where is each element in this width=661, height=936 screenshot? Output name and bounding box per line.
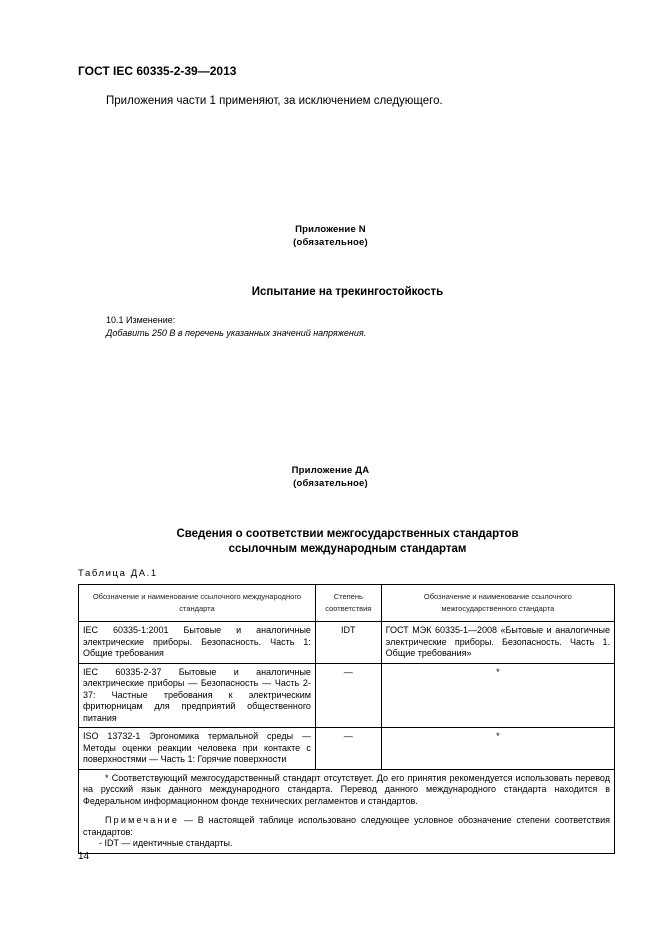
cell-interstate: * bbox=[381, 728, 614, 770]
annex-n-title: Испытание на трекингостойкость bbox=[251, 286, 444, 298]
table-caption: Таблица ДА.1 bbox=[78, 568, 158, 579]
annex-da-title bbox=[0, 527, 661, 557]
cell-intl: IEC 60335-1:2001 Бытовые и аналогичные электрические приборы. Безопасность. Часть 1: Общие требования bbox=[79, 622, 316, 664]
annex-da-title-line1: Сведения о соответствии межгосударственных стандартов bbox=[176, 528, 519, 540]
table-header-row bbox=[79, 585, 615, 622]
table-row bbox=[79, 663, 615, 728]
annex-n-change bbox=[106, 314, 366, 340]
annex-n-status: (обязательное) bbox=[293, 237, 368, 248]
standard-code-header: ГОСТ IEC 60335-2-39—2013 bbox=[78, 64, 237, 78]
table-footnote-cell bbox=[79, 769, 615, 853]
header-degree: Степень соответствия bbox=[315, 585, 381, 622]
header-intl-standard: Обозначение и наименование ссылочного международного стандарта bbox=[79, 585, 316, 622]
table-note bbox=[83, 815, 610, 838]
table-footnote-row bbox=[79, 769, 615, 853]
annex-da-title-line2: ссылочным международным стандартам bbox=[228, 543, 467, 555]
cell-intl: ISO 13732-1 Эргономика термальной среды — Методы оценки реакции человека при контакте с поверхностями — Часть 1: Горячие поверхности bbox=[79, 728, 316, 770]
page-number: 14 bbox=[78, 851, 90, 862]
note-label: Примечание bbox=[105, 815, 180, 825]
table-row bbox=[79, 622, 615, 664]
annex-da-status: (обязательное) bbox=[293, 478, 368, 489]
cell-degree: — bbox=[315, 728, 381, 770]
note-text: — В настоящей таблице использовано следующее условное обозначение степени соответствия стандартов: bbox=[83, 815, 610, 837]
annex-n-label: Приложение N bbox=[295, 224, 366, 235]
annex-da-label: Приложение ДА bbox=[291, 465, 370, 476]
intro-paragraph: Приложения части 1 применяют, за исключением следующего. bbox=[106, 95, 443, 107]
cell-interstate: ГОСТ МЭК 60335-1—2008 «Бытовые и аналогичные электрические приборы. Безопасность. Часть 1. Общие требования» bbox=[381, 622, 614, 664]
correspondence-table bbox=[78, 584, 615, 854]
annex-n-clause: 10.1 Изменение: bbox=[106, 315, 176, 325]
note-item: - IDT — идентичные стандарты. bbox=[99, 838, 233, 848]
cell-degree: — bbox=[315, 663, 381, 728]
table-row bbox=[79, 728, 615, 770]
cell-intl: IEC 60335-2-37 Бытовые и аналогичные электрические приборы — Безопасность — Часть 2-37: Частные требования к электрическим фритюрницам для предприятий общественного питания bbox=[79, 663, 316, 728]
annex-n-instruction: Добавить 250 В в перечень указанных значений напряжения. bbox=[106, 328, 367, 338]
cell-degree: IDT bbox=[315, 622, 381, 664]
footnote-text: * Соответствующий межгосударственный стандарт отсутствует. До его принятия рекомендуется использовать перевод на русский язык данного международного стандарта. Перевод данного международного стандарта находится в Федеральном информационном фонде технических регламентов и стандартов. bbox=[83, 772, 610, 806]
annex-n-heading bbox=[0, 223, 661, 249]
cell-interstate: * bbox=[381, 663, 614, 728]
header-interstate-standard: Обозначение и наименование ссылочного межгосударственного стандарта bbox=[381, 585, 614, 622]
annex-da-heading bbox=[0, 464, 661, 490]
